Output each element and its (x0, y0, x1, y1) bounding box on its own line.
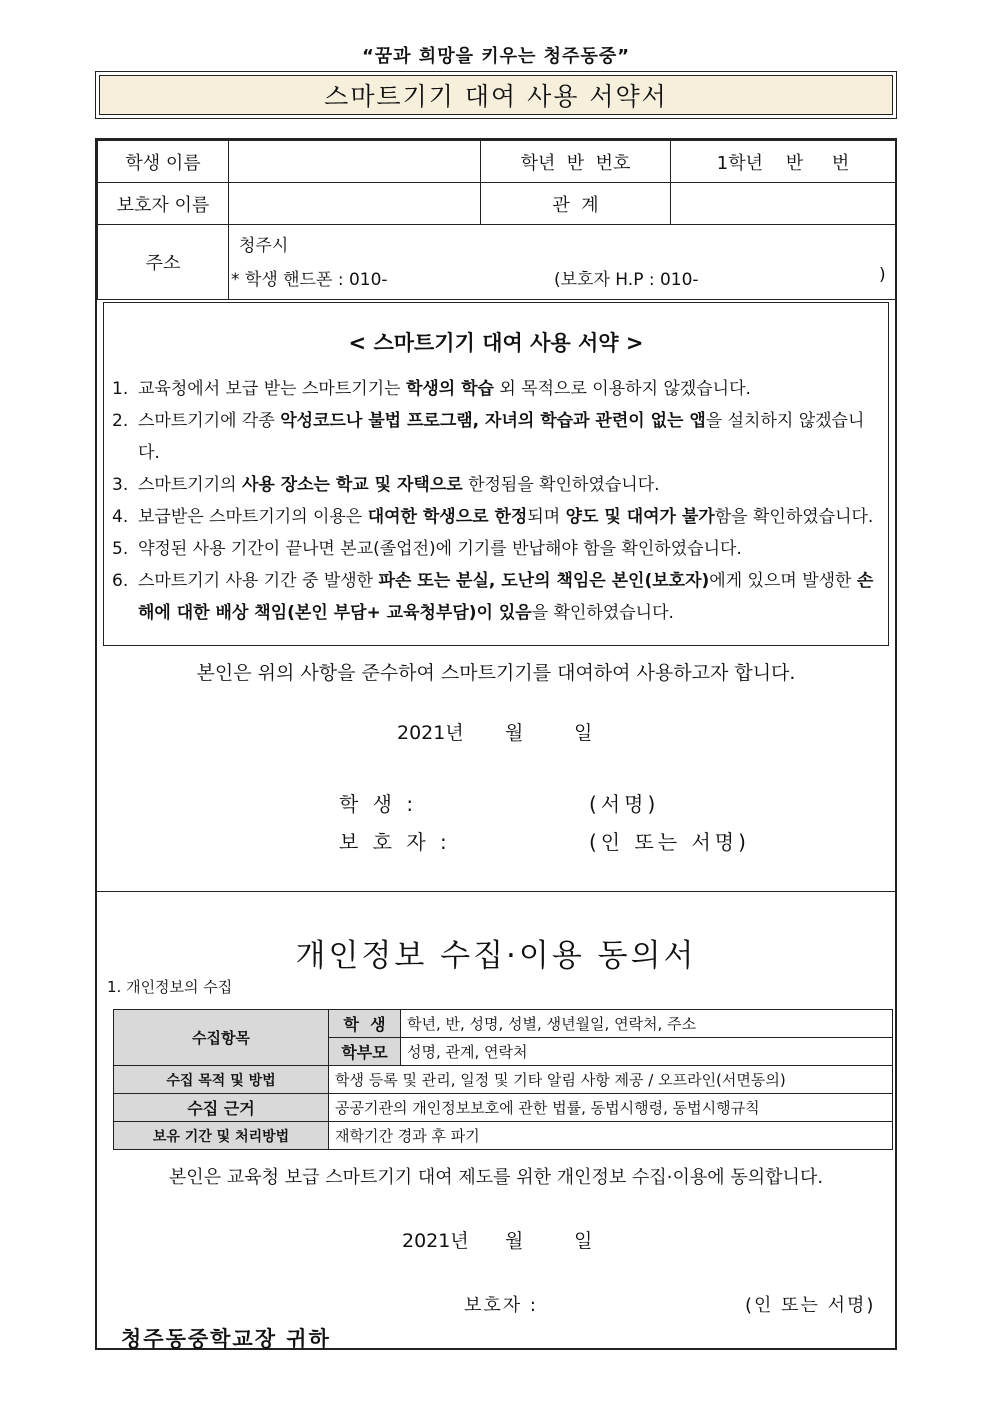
pledge-item-emphasis: 양도 및 대여가 불가 (565, 507, 715, 527)
basis-label: 수집 근거 (114, 1094, 329, 1122)
pledge-item-text: 에게 있으며 발생한 (709, 571, 857, 591)
consent-guardian-sign-field[interactable]: (인 또는 서명) (745, 1295, 876, 1316)
school-motto: “꿈과 희망을 키우는 청주동중” (361, 46, 631, 67)
pledge-item-emphasis: 파손 또는 분실, 도난의 책임은 본인(보호자) (378, 571, 710, 591)
grade-class-number-label: 학년 반 번호 (481, 141, 671, 183)
document-title-box (95, 71, 897, 119)
pledge-item-number: 3. (112, 475, 129, 495)
pledge-item-text: 외 목적으로 이용하지 않겠습니다. (493, 379, 751, 399)
pledge-box (103, 302, 889, 646)
pledge-item-text: 보급받은 스마트기기의 이용은 (138, 507, 368, 527)
date-month: 월 (505, 722, 524, 744)
pledge-item-number: 1. (112, 379, 129, 399)
parent-items-label: 학부모 (329, 1038, 401, 1066)
pledge-item (112, 501, 882, 533)
addressee: 청주동중학교장 귀하 (121, 1327, 331, 1351)
pledge-item-text: 을 확인하였습니다. (531, 603, 674, 623)
purpose-label: 수집 목적 및 방법 (114, 1066, 329, 1094)
guardian-phone: (보호자 H.P : 010- (554, 270, 699, 290)
pledge-item-emphasis: 손해에 대한 배상 책임(본인 부담+ 교육청부담)이 있음 (138, 571, 874, 623)
student-sign-label: 학 생 : (339, 792, 418, 816)
guardian-sign-field[interactable]: (인 또는 서명) (589, 830, 750, 854)
consent-date-year: 2021년 (402, 1230, 469, 1252)
parent-items-value: 성명, 관계, 연락처 (401, 1038, 893, 1066)
pledge-item-emphasis: 악성코드나 불법 프로그램, 자녀의 학습과 관련이 없는 앱 (280, 411, 706, 431)
guardian-name-label: 보호자 이름 (98, 183, 229, 225)
pledge-item-emphasis: 대여한 학생으로 한정 (367, 507, 528, 527)
pledge-item-text: 약정된 사용 기간이 끝나면 본교(졸업전)에 기기를 반납해야 함을 확인하였습니다. (138, 539, 742, 559)
collected-items-label: 수집항목 (114, 1010, 329, 1066)
pledge-item-emphasis: 사용 장소는 학교 및 자택으로 (241, 475, 463, 495)
consent-date-month: 월 (505, 1230, 524, 1252)
form-body (95, 138, 897, 1350)
agreement-statement: 본인은 위의 사항을 준수하여 스마트기기를 대여하여 사용하고자 합니다. (196, 662, 796, 684)
pledge-item-text: 함을 확인하였습니다. (714, 507, 874, 527)
student-phone: * 학생 핸드폰 : 010- (231, 270, 388, 290)
pledge-item-text: 되며 (527, 507, 566, 527)
consent-statement: 본인은 교육청 보급 스마트기기 대여 제도를 위한 개인정보 수집·이용에 동의합니다. (168, 1167, 824, 1188)
pledge-item-number: 6. (112, 571, 129, 591)
date-line-2 (97, 1226, 895, 1256)
pledge-item-emphasis: 학생의 학습 (405, 379, 494, 399)
date-line-1 (97, 718, 895, 748)
guardian-sign-label: 보 호 자 : (339, 830, 451, 854)
pledge-item (112, 565, 882, 629)
purpose-value: 학생 등록 및 관리, 일정 및 기타 알림 사항 제공 / 오프라인(서면동의) (329, 1066, 893, 1094)
pledge-item (112, 373, 882, 405)
pledge-item (112, 533, 882, 565)
student-name-field[interactable] (229, 141, 481, 183)
student-info-table (97, 140, 896, 300)
pledge-item-text: 스마트기기 사용 기간 중 발생한 (138, 571, 379, 591)
pledge-item-number: 5. (112, 539, 129, 559)
pledge-heading: < 스마트기기 대여 사용 서약 > (348, 331, 644, 355)
pledge-item-text: 한정됨을 확인하였습니다. (462, 475, 660, 495)
address-label: 주소 (98, 225, 229, 300)
retention-value: 재학기간 경과 후 파기 (329, 1122, 893, 1150)
consent-date-day: 일 (574, 1230, 593, 1252)
pledge-item (112, 469, 882, 501)
address-field[interactable] (229, 225, 896, 300)
basis-value: 공공기관의 개인정보보호에 관한 법률, 동법시행령, 동법시행규칙 (329, 1094, 893, 1122)
consent-table (113, 1009, 893, 1150)
document-title: 스마트기기 대여 사용 서약서 (99, 75, 893, 115)
relation-label: 관 계 (481, 183, 671, 225)
pledge-item-text: 스마트기기에 각종 (138, 411, 281, 431)
consent-section-heading: 1. 개인정보의 수집 (107, 978, 233, 996)
pledge-item-number: 4. (112, 507, 129, 527)
pledge-item-number: 2. (112, 411, 129, 431)
pledge-item (112, 405, 882, 469)
pledge-item-text: 스마트기기의 (138, 475, 242, 495)
pledge-item-text: 교육청에서 보급 받는 스마트기기는 (138, 379, 406, 399)
relation-field[interactable] (671, 183, 896, 225)
student-name-label: 학생 이름 (98, 141, 229, 183)
guardian-phone-close: ) (879, 265, 886, 285)
retention-label: 보유 기간 및 처리방법 (114, 1122, 329, 1150)
section-divider (97, 891, 895, 892)
address-city: 청주시 (239, 236, 289, 256)
date-day: 일 (574, 722, 593, 744)
consent-guardian-label: 보호자 : (464, 1295, 538, 1316)
student-sign-field[interactable]: (서명) (589, 792, 660, 816)
student-items-label: 학 생 (329, 1010, 401, 1038)
consent-title: 개인정보 수집·이용 동의서 (295, 938, 697, 974)
date-year: 2021년 (397, 722, 464, 744)
student-items-value: 학년, 반, 성명, 성별, 생년월일, 연락처, 주소 (401, 1010, 893, 1038)
pledge-list (112, 373, 882, 629)
pledge-item-text: 을 설치하지 않겠습니다. (138, 411, 865, 463)
grade-class-number-field[interactable]: 1학년 반 번 (671, 141, 896, 183)
guardian-name-field[interactable] (229, 183, 481, 225)
